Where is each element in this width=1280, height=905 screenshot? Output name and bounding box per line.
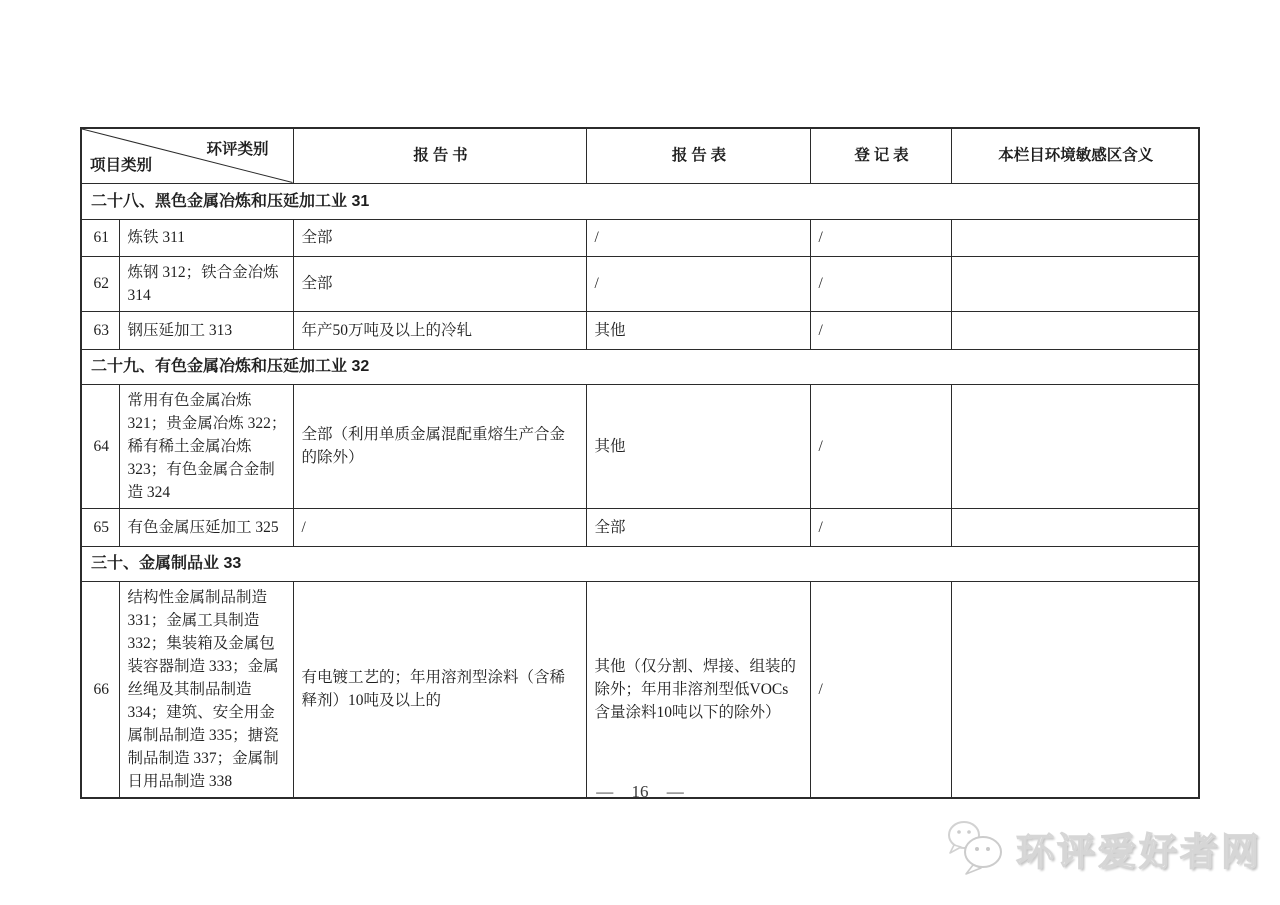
row-65-sensitive-meaning xyxy=(951,508,1199,546)
header-report-book: 报 告 书 xyxy=(293,128,586,183)
watermark-text: 环评爱好者网 xyxy=(1015,831,1262,874)
header-project-category-label: 项目类别 xyxy=(90,156,153,174)
row-62-number: 62 xyxy=(81,256,119,311)
row-66-report-form: 其他（仅分割、焊接、组装的除外；年用非溶剂型低VOCs含量涂料10吨以下的除外） xyxy=(586,581,810,798)
row-63-sensitive-meaning xyxy=(951,311,1199,349)
header-sensitive-area-meaning: 本栏目环境敏感区含义 xyxy=(951,128,1199,183)
row-66-category: 结构性金属制品制造 331；金属工具制造 332；集装箱及金属包装容器制造 333；金属丝绳及其制品制造 334；建筑、安全用金属制品制造 335；搪瓷制品制造 337；金属制日用品制造 338 xyxy=(119,581,293,798)
row-62-report-book: 全部 xyxy=(293,256,586,311)
row-63-category: 钢压延加工 313 xyxy=(119,311,293,349)
row-64-registration-form: / xyxy=(810,384,951,508)
row-61-report-book: 全部 xyxy=(293,219,586,256)
table-header-row xyxy=(81,128,1199,183)
page-number: — 16 — xyxy=(596,782,684,801)
section-row-30 xyxy=(81,546,1199,581)
header-report-form: 报 告 表 xyxy=(586,128,810,183)
row-66-sensitive-meaning xyxy=(951,581,1199,798)
row-63-number: 63 xyxy=(81,311,119,349)
section-title: 二十九、有色金属冶炼和压延加工业 32 xyxy=(81,349,1199,384)
section-title: 二十八、黑色金属冶炼和压延加工业 31 xyxy=(81,183,1199,219)
row-63-report-form: 其他 xyxy=(586,311,810,349)
row-64-sensitive-meaning xyxy=(951,384,1199,508)
row-66-registration-form: / xyxy=(810,581,951,798)
header-eia-category-label: 环评类别 xyxy=(206,141,269,158)
row-65-report-book: / xyxy=(293,508,586,546)
row-66-number: 66 xyxy=(81,581,119,798)
row-65-report-form: 全部 xyxy=(586,508,810,546)
table-row-64 xyxy=(81,384,1199,508)
row-65-category: 有色金属压延加工 325 xyxy=(119,508,293,546)
table-row-66 xyxy=(81,581,1199,798)
row-61-category: 炼铁 311 xyxy=(119,219,293,256)
table-row-63 xyxy=(81,311,1199,349)
row-61-number: 61 xyxy=(81,219,119,256)
eia-category-table xyxy=(80,127,1200,799)
table-row-62 xyxy=(81,256,1199,311)
row-64-number: 64 xyxy=(81,384,119,508)
row-62-report-form: / xyxy=(586,256,810,311)
header-registration-form: 登 记 表 xyxy=(810,128,951,183)
row-64-category: 常用有色金属冶炼 321；贵金属冶炼 322；稀有稀土金属冶炼 323；有色金属合金制造 324 xyxy=(119,384,293,508)
row-62-category: 炼钢 312；铁合金冶炼 314 xyxy=(119,256,293,311)
row-64-report-book: 全部（利用单质金属混配重熔生产合金的除外） xyxy=(293,384,586,508)
row-63-registration-form: / xyxy=(810,311,951,349)
row-61-registration-form: / xyxy=(810,219,951,256)
row-62-registration-form: / xyxy=(810,256,951,311)
section-title: 三十、金属制品业 33 xyxy=(81,546,1199,581)
watermark xyxy=(944,818,1262,878)
row-63-report-book: 年产50万吨及以上的冷轧 xyxy=(293,311,586,349)
row-61-report-form: / xyxy=(586,219,810,256)
row-65-registration-form: / xyxy=(810,508,951,546)
row-64-report-form: 其他 xyxy=(586,384,810,508)
chat-bubbles-icon xyxy=(944,818,1008,878)
section-row-29 xyxy=(81,349,1199,384)
row-65-number: 65 xyxy=(81,508,119,546)
row-61-sensitive-meaning xyxy=(951,219,1199,256)
diagonal-header-cell xyxy=(81,128,293,183)
row-66-report-book: 有电镀工艺的；年用溶剂型涂料（含稀释剂）10吨及以上的 xyxy=(293,581,586,798)
row-62-sensitive-meaning xyxy=(951,256,1199,311)
table-row-61 xyxy=(81,219,1199,256)
table-row-65 xyxy=(81,508,1199,546)
section-row-28 xyxy=(81,183,1199,219)
